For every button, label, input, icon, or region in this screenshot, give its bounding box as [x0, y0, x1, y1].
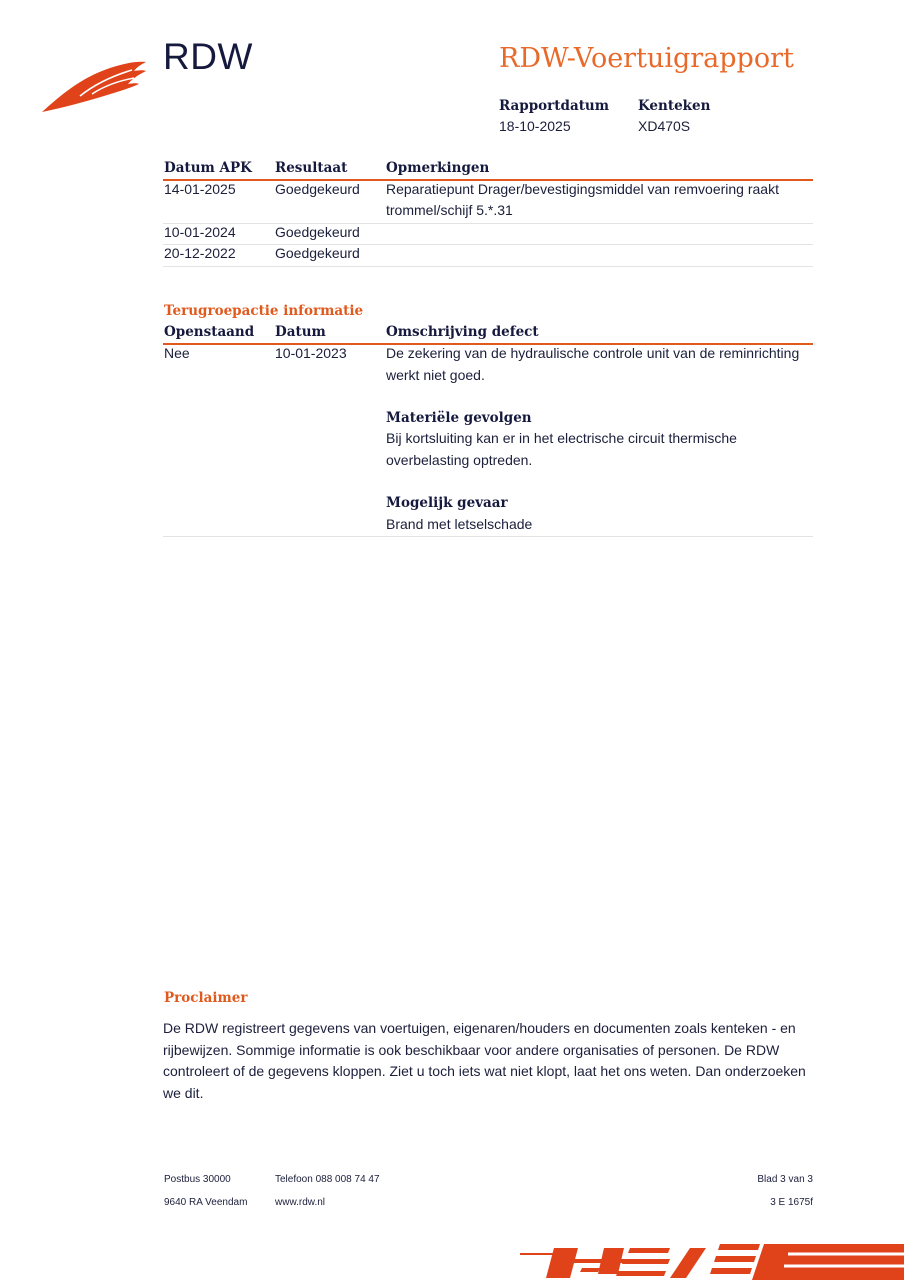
kenteken-value: XD470S: [638, 118, 691, 134]
rapportdatum-label: Rapportdatum: [499, 98, 610, 114]
apk-resultaat: Goedgekeurd: [275, 245, 360, 261]
proclaimer-title: Proclaimer: [164, 990, 248, 1006]
recall-defect-line1: De zekering van de hydraulische controle unit van de reminrichting: [386, 345, 800, 361]
footer-postcode: 9640 RA Veendam: [164, 1197, 248, 1208]
apk-opmerking-line1: Reparatiepunt Drager/bevestigingsmiddel van remvoering raakt: [386, 181, 779, 197]
logo-text: RDW: [163, 36, 253, 77]
footer-code: 3 E 1675f: [770, 1197, 813, 1208]
proclaimer-text: De RDW registreert gegevens van voertuigen, eigenaren/houders en documenten zoals kenteken - en rijbewijzen. Sommige informatie is ook beschikbaar voor andere organisaties of personen. De RDW controleert of de gegevens kloppen. Ziet u toch iets wat niet klopt, laat het ons weten. Dan onderzoeken we dit.: [163, 1020, 806, 1101]
kenteken-label: Kenteken: [638, 98, 711, 114]
row-divider: [163, 266, 813, 267]
report-title: RDW-Voertuigrapport: [499, 43, 794, 74]
recall-header-openstaand: Openstaand: [164, 324, 255, 340]
gevaar-title: Mogelijk gevaar: [386, 495, 508, 511]
rapportdatum-value: 18-10-2025: [499, 118, 571, 134]
row-divider: [163, 223, 813, 224]
footer-postbus: Postbus 30000: [164, 1174, 231, 1185]
apk-header-opmerkingen: Opmerkingen: [386, 160, 490, 176]
apk-datum: 10-01-2024: [164, 224, 236, 240]
footer-telefoon: Telefoon 088 008 74 47: [275, 1174, 380, 1185]
recall-header-omschrijving: Omschrijving defect: [386, 324, 539, 340]
gevolgen-line2: overbelasting optreden.: [386, 452, 533, 468]
apk-header-datum: Datum APK: [164, 160, 252, 176]
gevolgen-line1: Bij kortsluiting kan er in het electrische circuit thermische: [386, 430, 737, 446]
row-divider: [163, 244, 813, 245]
apk-resultaat: Goedgekeurd: [275, 224, 360, 240]
apk-datum: 20-12-2022: [164, 245, 236, 261]
apk-opmerking-line2: trommel/schijf 5.*.31: [386, 202, 513, 218]
apk-resultaat: Goedgekeurd: [275, 181, 360, 197]
decorative-stripes-icon: [520, 1244, 904, 1280]
footer-website: www.rdw.nl: [275, 1197, 326, 1208]
apk-datum: 14-01-2025: [164, 181, 236, 197]
gevolgen-title: Materiële gevolgen: [386, 410, 532, 426]
rdw-logo-icon: [40, 56, 150, 116]
recall-openstaand: Nee: [164, 345, 190, 361]
recall-header-datum: Datum: [275, 324, 326, 340]
apk-header-resultaat: Resultaat: [275, 160, 348, 176]
recall-defect-line2: werkt niet goed.: [386, 367, 485, 383]
recall-datum: 10-01-2023: [275, 345, 347, 361]
gevaar-line1: Brand met letselschade: [386, 516, 533, 532]
row-divider: [163, 536, 813, 537]
footer-page-number: Blad 3 van 3: [757, 1174, 813, 1185]
recall-section-title: Terugroepactie informatie: [164, 303, 364, 319]
